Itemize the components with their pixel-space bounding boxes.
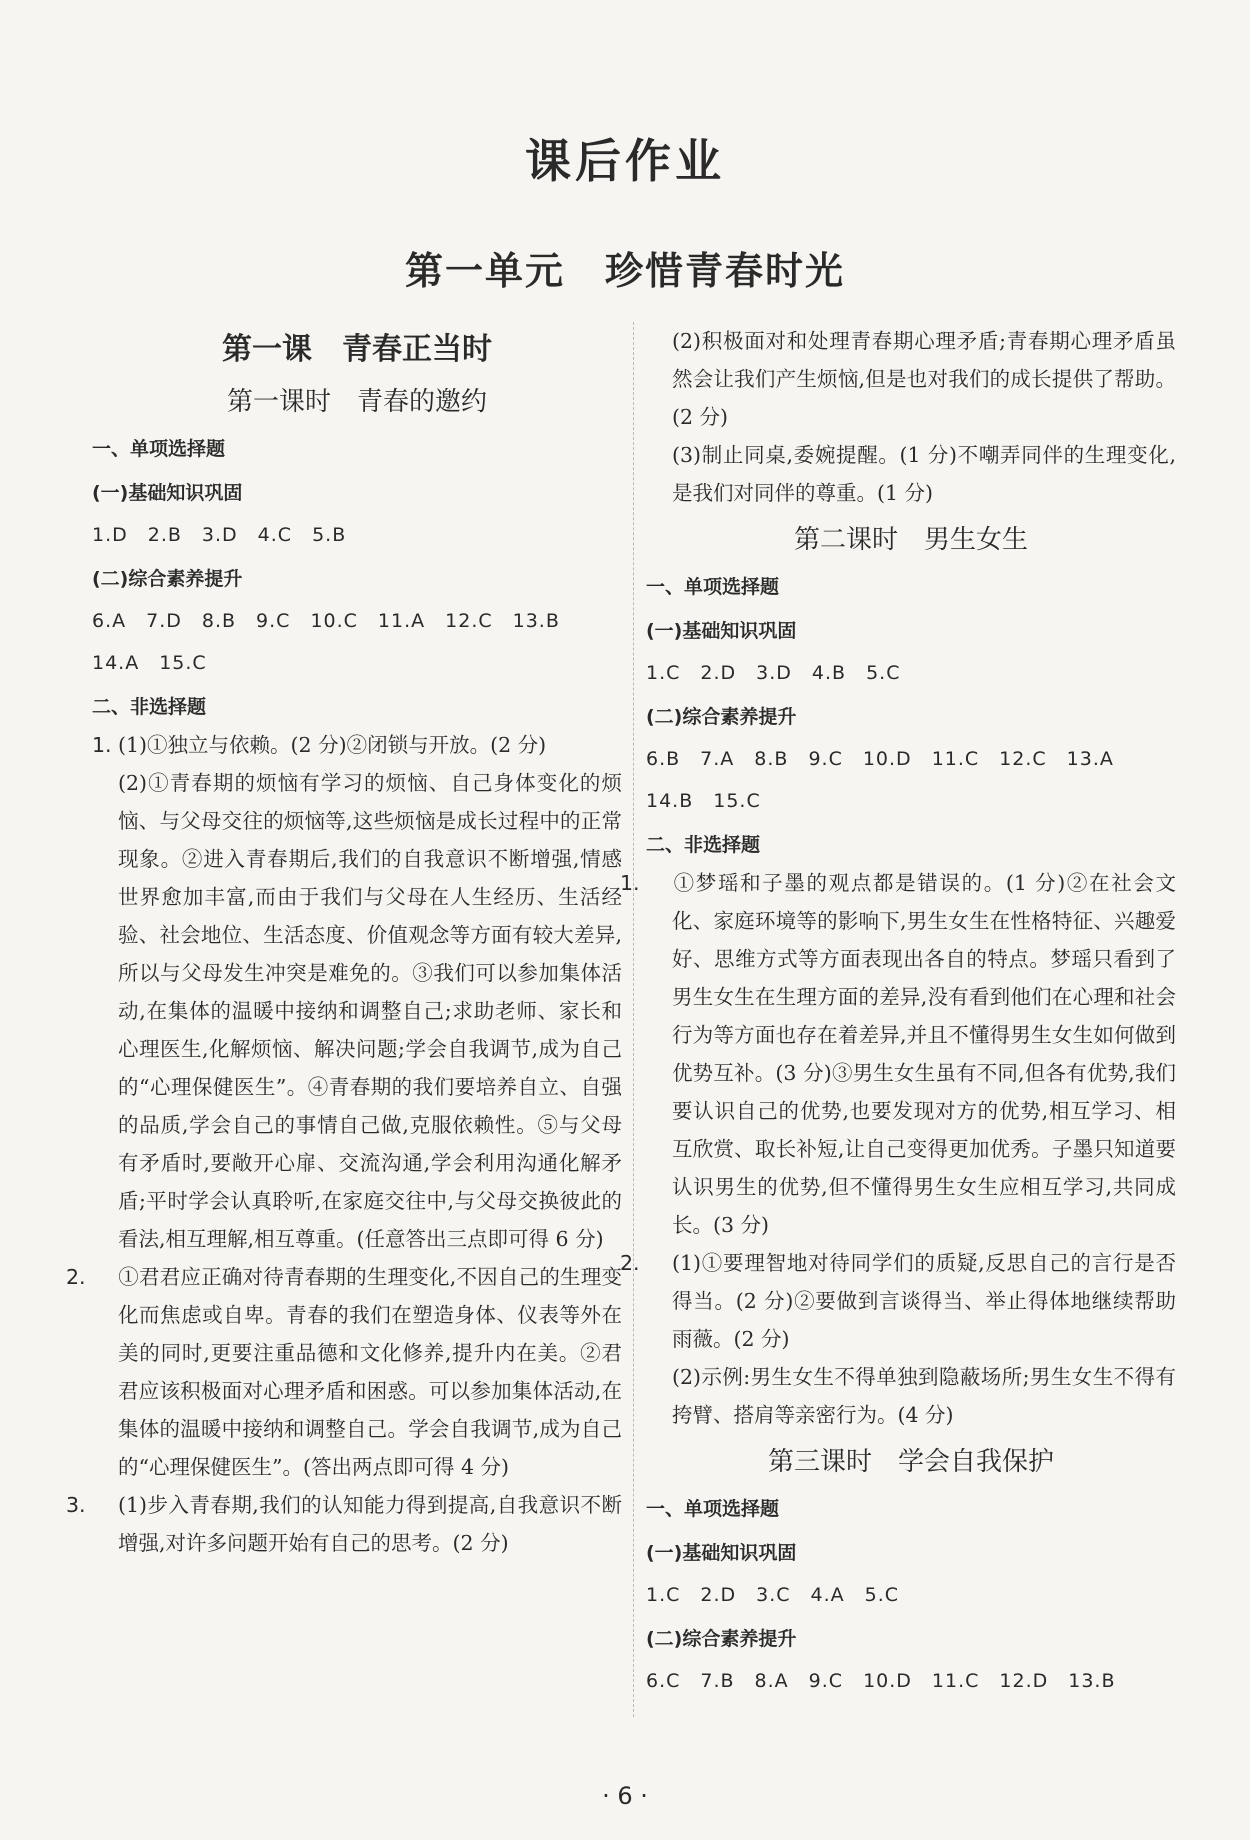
question-number: 2.	[620, 1251, 640, 1275]
question-number: 3.	[66, 1493, 86, 1517]
period-title-3: 第三课时 学会自我保护	[767, 1447, 1054, 1477]
subsection-basic: (一)基础知识巩固	[646, 1542, 797, 1564]
answer-row: 14.B 15.C	[646, 790, 761, 812]
question-text: ①梦瑶和子墨的观点都是错误的。(1 分)②在社会文化、家庭环境等的影响下,男生女生在性格特征、兴趣爱好、思维方式等方面表现出各自的特点。梦瑶只看到了男生女生在生理方面的差异,没有看到他们在心理和社会行为等方面也存在着差异,并且不懂得男生女生如何做到优势互补。(3 分)③男生女生虽有不同,但各有优势,我们要认识自己的优势,也要发现对方的优势,相互学习、相互欣赏、取长补短,让自己变得更加优秀。子墨只知道要认识男生的优势,但不懂得男生女生应相互学习,共同成长。(3 分)	[672, 871, 1176, 1237]
answer-row: 1.C 2.D 3.D 4.B 5.C	[646, 662, 901, 684]
section-heading-open: 二、非选择题	[92, 696, 207, 718]
section-heading-open: 二、非选择题	[646, 834, 761, 856]
answer-row: 6.A 7.D 8.B 9.C 10.C 11.A 12.C 13.B	[92, 610, 560, 632]
section-heading-choice: 一、单项选择题	[646, 576, 780, 598]
question-number: 1.	[620, 871, 640, 895]
question-text: (1)①独立与依赖。(2 分)②闭锁与开放。(2 分)	[118, 733, 547, 757]
question-1	[92, 726, 622, 764]
section-heading-choice: 一、单项选择题	[92, 438, 226, 460]
question-number: 1.	[92, 733, 112, 757]
answer-row: 1.D 2.B 3.D 4.C 5.B	[92, 524, 347, 546]
answer-row: 1.C 2.D 3.C 4.A 5.C	[646, 1584, 900, 1606]
answer-row: 6.C 7.B 8.A 9.C 10.D 11.C 12.D 13.B	[646, 1670, 1116, 1692]
question-text: (1)①要理智地对待同学们的质疑,反思自己的言行是否得当。(2 分)②要做到言谈得当、举止得体地继续帮助雨薇。(2 分)	[672, 1251, 1176, 1351]
question-3-part-3: (3)制止同桌,委婉提醒。(1 分)不嘲弄同伴的生理变化,是我们对同伴的尊重。(1 分)	[672, 443, 1176, 505]
question-1	[620, 864, 1176, 1244]
question-number: 2.	[66, 1265, 86, 1289]
question-2-part-2: (2)示例:男生女生不得单独到隐蔽场所;男生女生不得有挎臂、搭肩等亲密行为。(4 分)	[672, 1365, 1176, 1427]
subsection-advanced: (二)综合素养提升	[92, 568, 243, 590]
question-3	[66, 1486, 622, 1562]
answer-row: 6.B 7.A 8.B 9.C 10.D 11.C 12.C 13.A	[646, 748, 1114, 770]
left-column	[66, 322, 622, 1750]
subsection-basic: (一)基础知识巩固	[92, 482, 243, 504]
column-divider	[633, 322, 634, 1717]
page-title: 课后作业	[525, 134, 725, 188]
right-column	[620, 322, 1176, 1750]
unit-title: 第一单元 珍惜青春时光	[404, 248, 845, 293]
question-2	[620, 1244, 1176, 1358]
question-2	[66, 1258, 622, 1486]
subsection-basic: (一)基础知识巩固	[646, 620, 797, 642]
question-1-part-2: (2)①青春期的烦恼有学习的烦恼、自己身体变化的烦恼、与父母交往的烦恼等,这些烦恼是成长过程中的正常现象。②进入青春期后,我们的自我意识不断增强,情感世界愈加丰富,而由于我们与父母在人生经历、生活经验、社会地位、生活态度、价值观念等方面有较大差异,所以与父母发生冲突是难免的。③我们可以参加集体活动,在集体的温暖中接纳和调整自己;求助老师、家长和心理医生,化解烦恼、解决问题;学会自我调节,成为自己的“心理保健医生”。④青春期的我们要培养自立、自强的品质,学会自己的事情自己做,克服依赖性。⑤与父母有矛盾时,要敞开心扉、交流沟通,学会利用沟通化解矛盾;平时学会认真聆听,在家庭交往中,与父母交换彼此的看法,相互理解,相互尊重。(任意答出三点即可得 6 分)	[118, 771, 622, 1251]
question-text: ①君君应正确对待青春期的生理变化,不因自己的生理变化而焦虑或自卑。青春的我们在塑造身体、仪表等外在美的同时,更要注重品德和文化修养,提升内在美。②君君应该积极面对心理矛盾和困惑。可以参加集体活动,在集体的温暖中接纳和调整自己。学会自我调节,成为自己的“心理保健医生”。(答出两点即可得 4 分)	[118, 1265, 622, 1479]
period-title-1: 第一课时 青春的邀约	[226, 387, 487, 417]
subsection-advanced: (二)综合素养提升	[646, 706, 797, 728]
question-3-part-2: (2)积极面对和处理青春期心理矛盾;青春期心理矛盾虽然会让我们产生烦恼,但是也对我们的成长提供了帮助。(2 分)	[672, 329, 1176, 429]
page-number: · 6 ·	[602, 1782, 648, 1810]
lesson-title: 第一课 青春正当时	[222, 332, 492, 367]
answer-row: 14.A 15.C	[92, 652, 207, 674]
question-text: (1)步入青春期,我们的认知能力得到提高,自我意识不断增强,对许多问题开始有自己的思考。(2 分)	[118, 1493, 622, 1555]
period-title-2: 第二课时 男生女生	[793, 525, 1028, 555]
section-heading-choice: 一、单项选择题	[646, 1498, 780, 1520]
subsection-advanced: (二)综合素养提升	[646, 1628, 797, 1650]
